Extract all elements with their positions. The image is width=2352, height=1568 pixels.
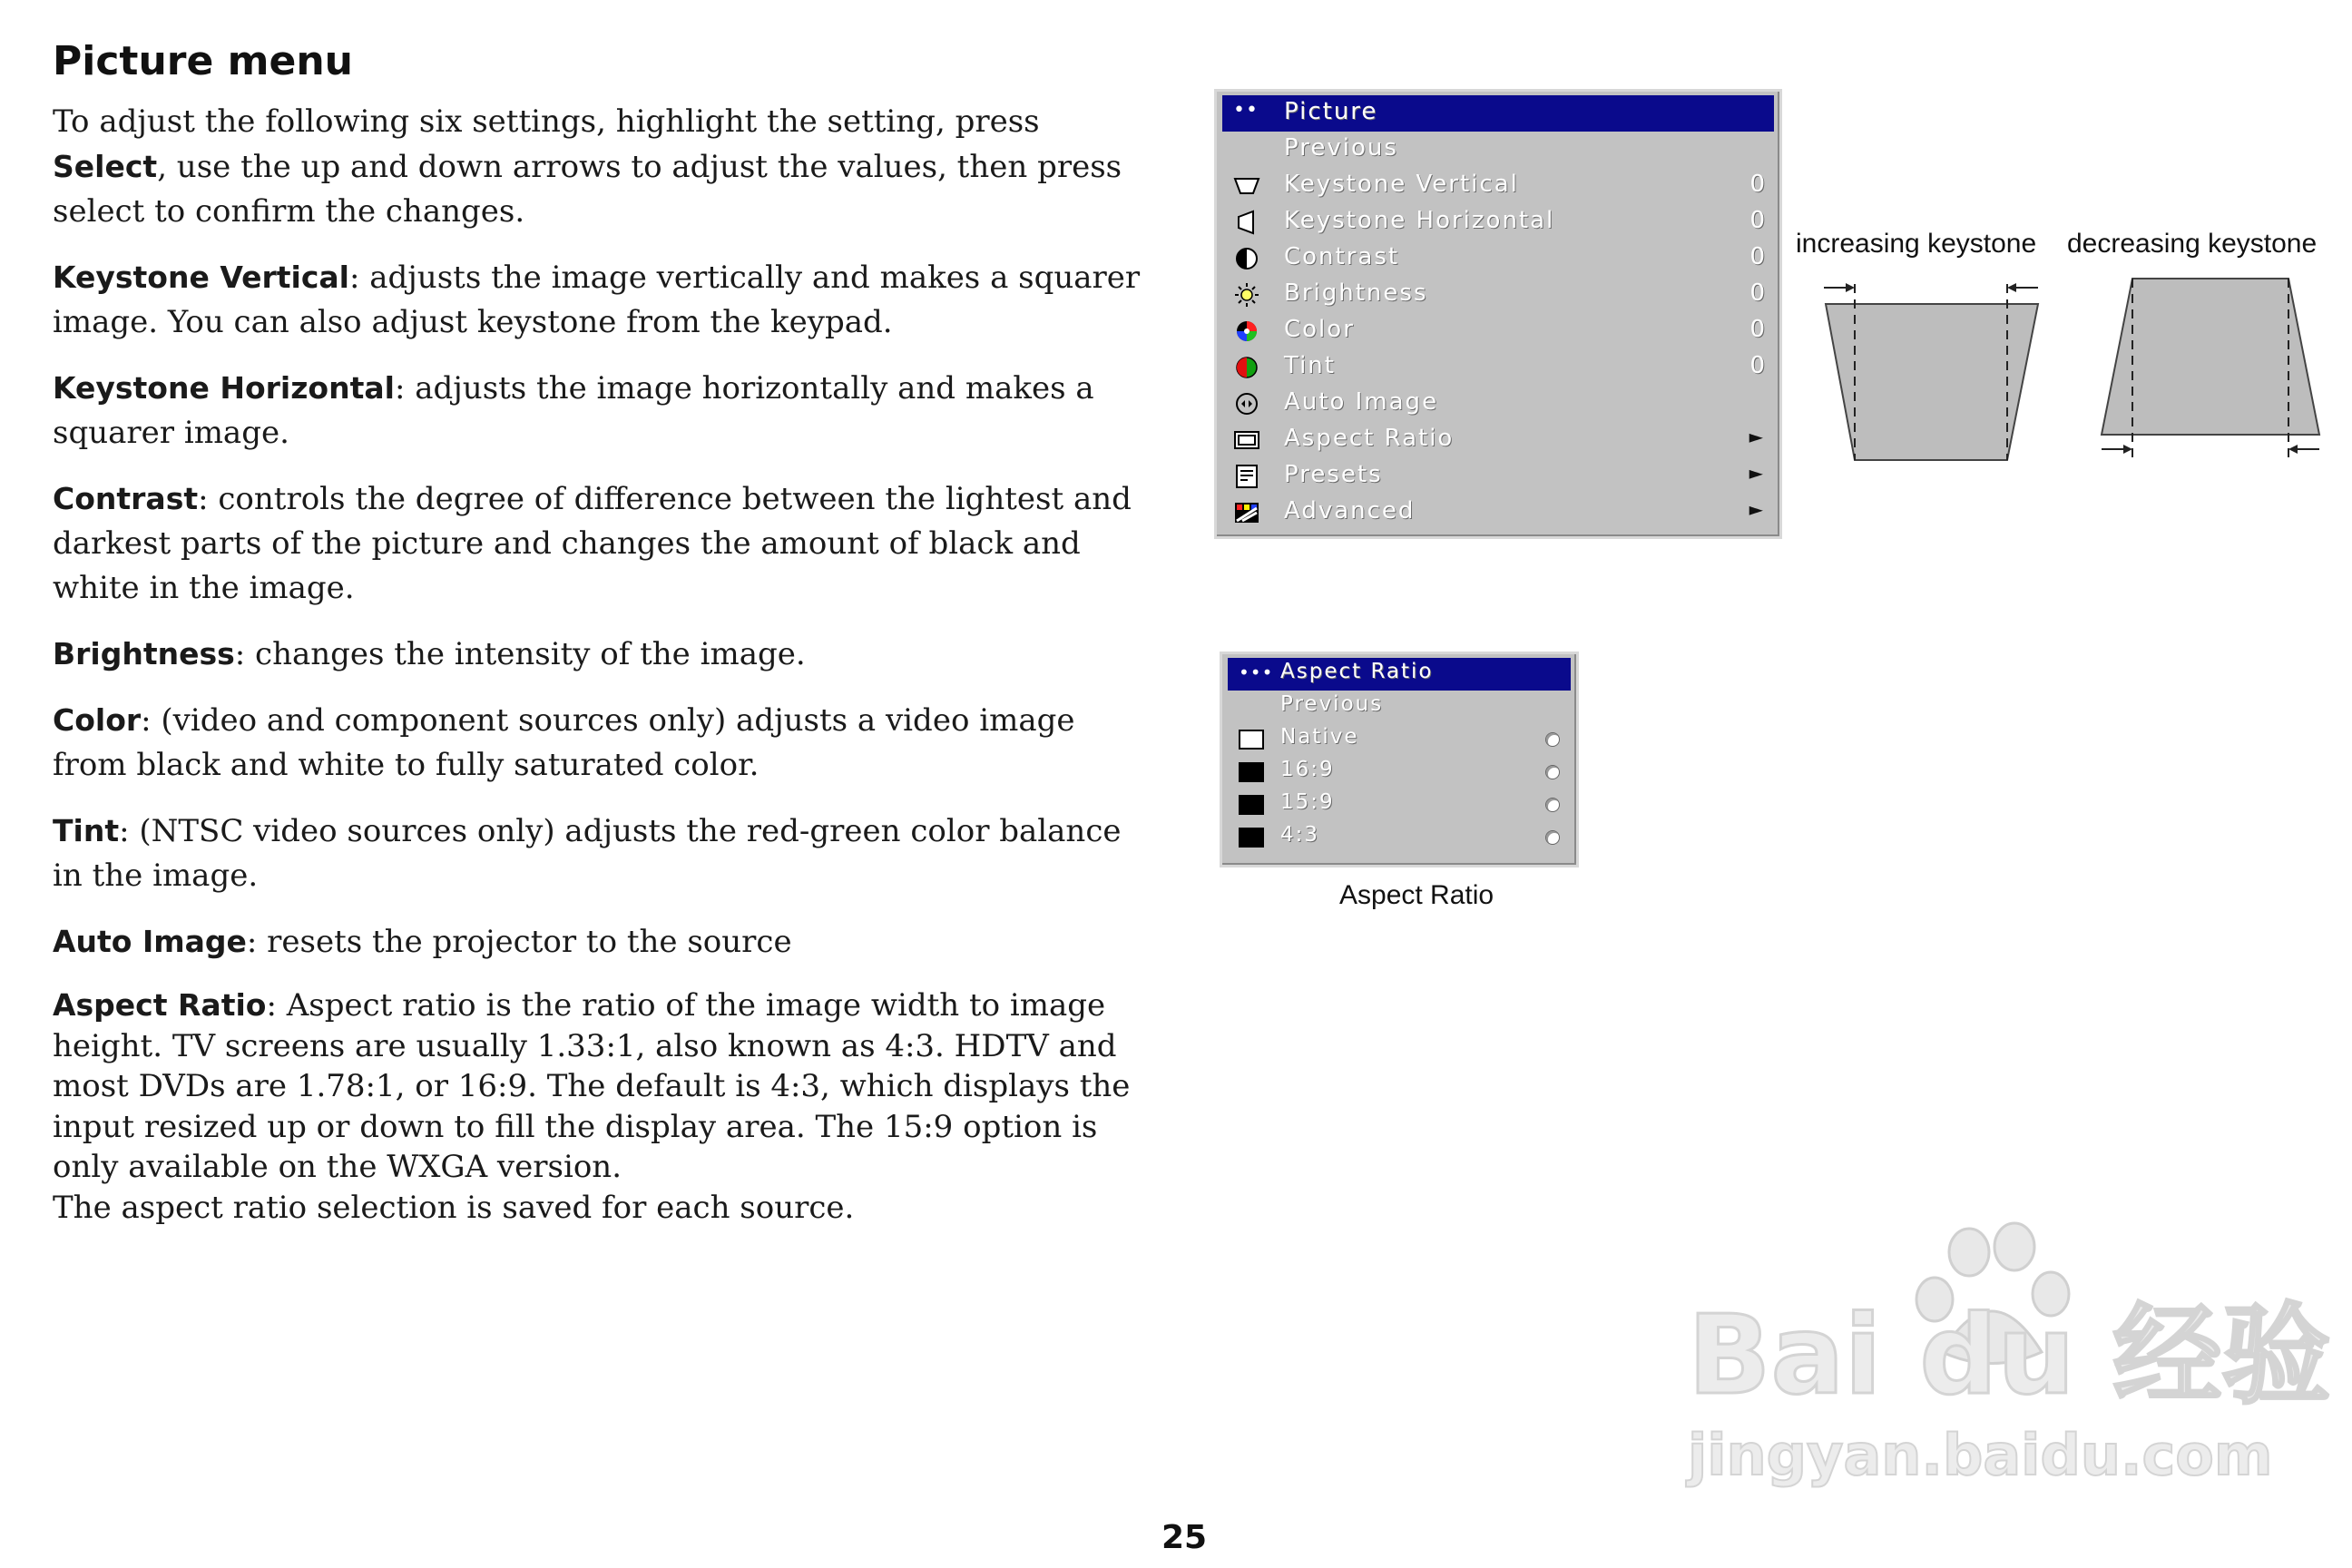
tint-icon <box>1233 355 1260 380</box>
menu-item-value: 0 <box>1749 207 1765 234</box>
presets-icon <box>1233 464 1260 489</box>
watermark-url-text: jingyan.baidu.com <box>1688 1422 2273 1488</box>
aspect-option-15-9[interactable] <box>1228 789 1571 821</box>
menu-item-label: Presets <box>1284 461 1383 488</box>
picture-osd-menu <box>1214 89 1782 539</box>
radio-button[interactable] <box>1545 732 1560 747</box>
section-aspect-ratio <box>53 985 1151 1188</box>
aspect-option-label: 4:3 <box>1280 823 1320 847</box>
menu-item-label: Keystone Vertical <box>1284 171 1519 198</box>
aspect-option-label: 16:9 <box>1280 758 1335 781</box>
menu-item-value: 0 <box>1749 316 1765 343</box>
decreasing-keystone-diagram <box>2087 268 2323 476</box>
section-auto-image <box>53 919 1151 965</box>
auto-image-icon <box>1233 391 1260 416</box>
section-term: Keystone Horizontal <box>53 370 395 406</box>
menu-item-aspect-ratio[interactable] <box>1222 422 1774 458</box>
section-contrast <box>53 476 1151 611</box>
keystone-vertical-icon <box>1233 173 1260 199</box>
body-text <box>53 100 1151 1228</box>
menu-item-label: Color <box>1284 316 1355 343</box>
menu-item-label: Aspect Ratio <box>1284 425 1455 452</box>
menu-item-advanced[interactable] <box>1222 495 1774 531</box>
menu-item-value: 0 <box>1749 352 1765 379</box>
contrast-icon <box>1233 246 1260 271</box>
aspect-menu-header[interactable] <box>1228 658 1571 691</box>
menu-item-label: Auto Image <box>1284 388 1439 416</box>
aspect-option-native[interactable] <box>1228 723 1571 756</box>
section-color <box>53 698 1151 788</box>
intro-text-end: , use the up and down arrows to adjust the values, then press select to confirm the changes. <box>53 149 1122 230</box>
menu-level-dots: ••• <box>1239 662 1274 683</box>
submenu-arrow-icon: ► <box>1749 426 1763 447</box>
aspect-option-label: Native <box>1280 725 1359 749</box>
menu-item-brightness[interactable] <box>1222 277 1774 313</box>
menu-item-label: Keystone Horizontal <box>1284 207 1555 234</box>
aspect-ratio-icon <box>1233 427 1260 453</box>
picture-menu-title: Picture <box>1284 98 1378 125</box>
section-term: Contrast <box>53 481 199 516</box>
menu-item-label: Advanced <box>1284 497 1416 524</box>
color-icon <box>1233 318 1260 344</box>
picture-menu-header[interactable] <box>1222 95 1774 132</box>
submenu-arrow-icon: ► <box>1749 498 1763 520</box>
section-text: : resets the projector to the source <box>246 924 792 960</box>
watermark-brand-text: Bai du 经验 <box>1688 1293 2331 1419</box>
menu-item-keystone-horizontal[interactable] <box>1222 204 1774 240</box>
section-term: Tint <box>53 813 120 848</box>
menu-item-contrast[interactable] <box>1222 240 1774 277</box>
section-text: : adjusts the image vertically and makes a squarer image. You can also adjust keystone from the keypad. <box>53 260 1141 340</box>
section-brightness <box>53 632 1151 677</box>
aspect-menu-title: Aspect Ratio <box>1280 660 1434 683</box>
native-swatch-icon <box>1239 730 1264 750</box>
decreasing-keystone-label: decreasing keystone <box>2067 229 2318 259</box>
section-text: : controls the degree of difference between the lightest and darkest parts of the picture and changes the amount of black and white in the image. <box>53 481 1132 606</box>
aspect-ratio-caption: Aspect Ratio <box>1339 880 1494 910</box>
intro-text: To adjust the following six settings, highlight the setting, press <box>53 103 1040 140</box>
widescreen-swatch-icon <box>1239 762 1264 782</box>
menu-item-value: 0 <box>1749 243 1765 270</box>
menu-item-previous[interactable] <box>1222 132 1774 168</box>
aspect-ratio-osd-menu <box>1220 652 1579 867</box>
section-tint <box>53 808 1151 898</box>
radio-button[interactable] <box>1545 765 1560 779</box>
menu-item-value: 0 <box>1749 171 1765 198</box>
section-term: Keystone Vertical <box>53 260 349 295</box>
menu-item-label: Previous <box>1280 692 1384 716</box>
menu-item-label: Brightness <box>1284 279 1428 307</box>
submenu-arrow-icon: ► <box>1749 462 1763 484</box>
section-text: : (video and component sources only) adjusts a video image from black and white to fully saturated color. <box>53 702 1075 783</box>
widescreen-swatch-icon <box>1239 795 1264 815</box>
brightness-icon <box>1233 282 1260 308</box>
menu-item-keystone-vertical[interactable] <box>1222 168 1774 204</box>
baidu-watermark-logo <box>1670 1216 2331 1488</box>
radio-button[interactable] <box>1545 830 1560 845</box>
increasing-keystone-label: increasing keystone <box>1796 229 2037 259</box>
menu-item-presets[interactable] <box>1222 458 1774 495</box>
radio-button[interactable] <box>1545 798 1560 812</box>
section-term: Auto Image <box>53 924 247 959</box>
menu-item-tint[interactable] <box>1222 349 1774 386</box>
aspect-option-16-9[interactable] <box>1228 756 1571 789</box>
section-term: Brightness <box>53 636 235 671</box>
keystone-horizontal-icon <box>1233 210 1260 235</box>
section-text: : adjusts the image horizontally and makes a squarer image. <box>53 370 1094 451</box>
page-number: 25 <box>1161 1519 1208 1556</box>
section-keystone-vertical <box>53 255 1151 345</box>
standard-swatch-icon <box>1239 828 1264 848</box>
increasing-keystone-diagram <box>1806 268 2042 476</box>
intro-paragraph <box>53 100 1151 234</box>
section-text: : (NTSC video sources only) adjusts the red-green color balance in the image. <box>53 813 1122 894</box>
menu-level-dots: •• <box>1233 99 1259 122</box>
menu-item-label: Tint <box>1284 352 1336 379</box>
aspect-option-label: 15:9 <box>1280 790 1335 814</box>
advanced-icon <box>1233 500 1260 525</box>
section-keystone-horizontal <box>53 366 1151 456</box>
page-title: Picture menu <box>53 38 353 84</box>
menu-item-label: Previous <box>1284 134 1398 162</box>
menu-item-label: Contrast <box>1284 243 1400 270</box>
closing-note: The aspect ratio selection is saved for each source. <box>53 1189 855 1226</box>
section-text: : changes the intensity of the image. <box>234 636 806 672</box>
menu-item-auto-image[interactable] <box>1222 386 1774 422</box>
menu-item-color[interactable] <box>1222 313 1774 349</box>
section-term: Aspect Ratio <box>53 987 267 1023</box>
menu-item-previous[interactable] <box>1228 691 1571 723</box>
aspect-option-4-3[interactable] <box>1228 821 1571 854</box>
section-text: : Aspect ratio is the ratio of the image width to image height. TV screens are usually 1.33:1, also known as 4:3. HDTV and most DVDs are 1.78:1, or 16:9. The default is 4:3, which displays the input resized up or down to fill the display area. The 15:9 option is only available on the WXGA version. <box>53 987 1131 1185</box>
menu-item-value: 0 <box>1749 279 1765 307</box>
section-term: Color <box>53 702 142 738</box>
intro-select-term: Select <box>53 149 158 184</box>
